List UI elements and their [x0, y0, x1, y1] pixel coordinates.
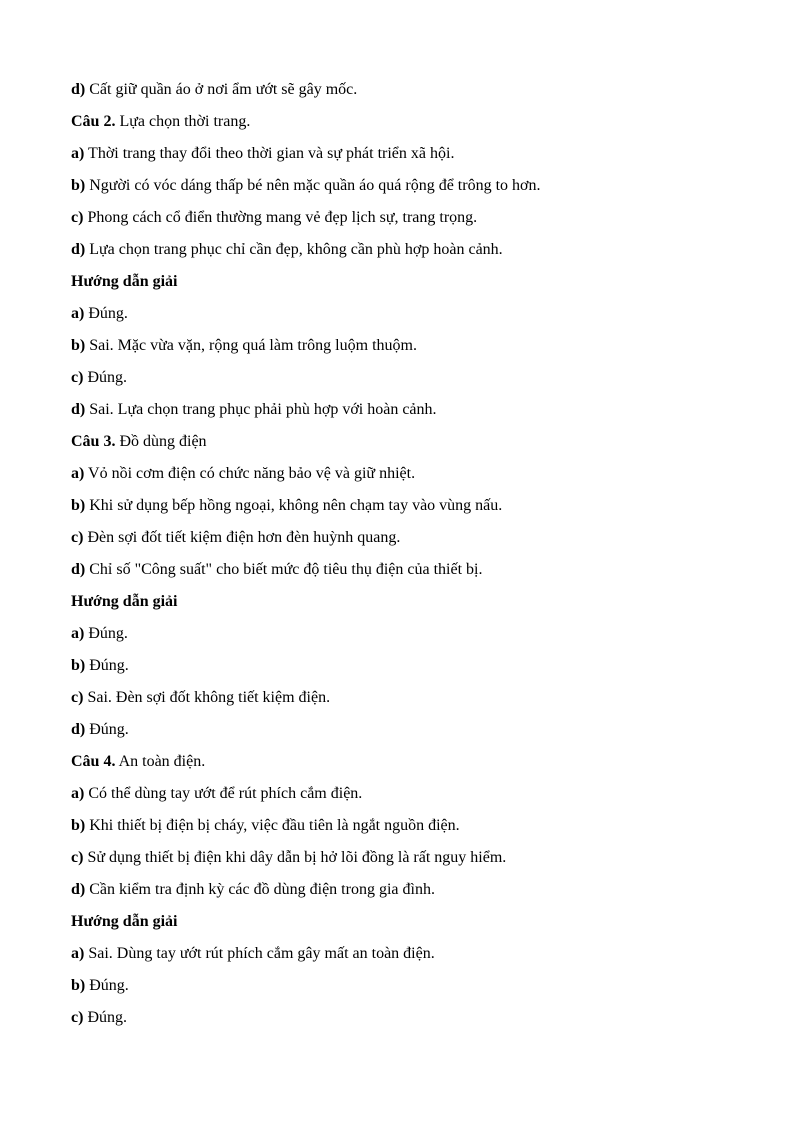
- answer-line: [71, 362, 722, 394]
- line-text: Đúng.: [85, 657, 129, 674]
- line-label: Hướng dẫn giải: [71, 593, 178, 610]
- answer-line: [71, 330, 722, 362]
- line-text: Đồ dùng điện: [115, 433, 207, 450]
- line-label: Câu 3.: [71, 433, 116, 450]
- line-text: Chỉ số "Công suất" cho biết mức độ tiêu thụ điện của thiết bị.: [85, 561, 483, 578]
- line-label: c): [71, 689, 84, 706]
- solution-heading: [71, 906, 722, 938]
- line-text: Đúng.: [85, 721, 129, 738]
- question-heading: [71, 426, 722, 458]
- line-label: b): [71, 337, 86, 354]
- line-label: b): [71, 177, 86, 194]
- statement-line: [71, 490, 722, 522]
- line-label: d): [71, 401, 86, 418]
- line-label: d): [71, 881, 86, 898]
- line-label: a): [71, 625, 85, 642]
- solution-heading: [71, 266, 722, 298]
- line-label: b): [71, 497, 86, 514]
- line-text: Vỏ nồi cơm điện có chức năng bảo vệ và giữ nhiệt.: [84, 465, 416, 482]
- line-text: Sử dụng thiết bị điện khi dây dẫn bị hở lõi đồng là rất nguy hiểm.: [83, 849, 507, 866]
- line-label: d): [71, 241, 86, 258]
- line-text: Đèn sợi đốt tiết kiệm điện hơn đèn huỳnh quang.: [83, 529, 401, 546]
- line-label: a): [71, 145, 85, 162]
- line-label: b): [71, 657, 86, 674]
- answer-line: [71, 1002, 722, 1034]
- statement-line: [71, 554, 722, 586]
- answer-line: [71, 938, 722, 970]
- line-text: Sai. Đèn sợi đốt không tiết kiệm điện.: [83, 689, 331, 706]
- statement-line: [71, 170, 722, 202]
- document-content: [71, 74, 722, 1034]
- line-text: Lựa chọn thời trang.: [115, 113, 251, 130]
- statement-line: [71, 138, 722, 170]
- line-label: Hướng dẫn giải: [71, 273, 178, 290]
- line-text: Sai. Dùng tay ướt rút phích cắm gây mất an toàn điện.: [84, 945, 435, 962]
- line-text: Có thể dùng tay ướt để rút phích cắm điện.: [84, 785, 363, 802]
- question-heading: [71, 746, 722, 778]
- line-label: a): [71, 785, 85, 802]
- line-label: a): [71, 305, 85, 322]
- solution-heading: [71, 586, 722, 618]
- line-label: c): [71, 1009, 84, 1026]
- line-label: b): [71, 817, 86, 834]
- answer-line: [71, 650, 722, 682]
- line-text: Cất giữ quần áo ở nơi ẩm ướt sẽ gây mốc.: [85, 81, 358, 98]
- question-heading: [71, 106, 722, 138]
- line-label: c): [71, 209, 84, 226]
- line-label: d): [71, 721, 86, 738]
- line-text: Đúng.: [83, 1009, 127, 1026]
- line-label: c): [71, 369, 84, 386]
- line-label: c): [71, 529, 84, 546]
- answer-line: [71, 970, 722, 1002]
- answer-line: [71, 714, 722, 746]
- answer-line: [71, 394, 722, 426]
- statement-line: [71, 810, 722, 842]
- line-text: Lựa chọn trang phục chỉ cần đẹp, không cần phù hợp hoàn cảnh.: [85, 241, 503, 258]
- statement-line: [71, 842, 722, 874]
- line-label: a): [71, 945, 85, 962]
- line-label: c): [71, 849, 84, 866]
- answer-line: [71, 682, 722, 714]
- line-text: Đúng.: [84, 625, 128, 642]
- statement-line: [71, 74, 722, 106]
- line-label: b): [71, 977, 86, 994]
- line-text: Đúng.: [84, 305, 128, 322]
- line-label: Câu 2.: [71, 113, 116, 130]
- statement-line: [71, 874, 722, 906]
- statement-line: [71, 234, 722, 266]
- answer-line: [71, 298, 722, 330]
- line-label: d): [71, 81, 86, 98]
- line-label: a): [71, 465, 85, 482]
- statement-line: [71, 778, 722, 810]
- line-label: Hướng dẫn giải: [71, 913, 178, 930]
- line-label: Câu 4.: [71, 753, 116, 770]
- line-text: Đúng.: [85, 977, 129, 994]
- statement-line: [71, 458, 722, 490]
- line-text: Sai. Lựa chọn trang phục phải phù hợp với hoàn cảnh.: [85, 401, 437, 418]
- line-text: An toàn điện.: [115, 753, 206, 770]
- line-text: Khi sử dụng bếp hồng ngoại, không nên chạm tay vào vùng nấu.: [85, 497, 503, 514]
- line-text: Người có vóc dáng thấp bé nên mặc quần áo quá rộng để trông to hơn.: [85, 177, 541, 194]
- line-label: d): [71, 561, 86, 578]
- answer-line: [71, 618, 722, 650]
- statement-line: [71, 202, 722, 234]
- line-text: Đúng.: [83, 369, 127, 386]
- statement-line: [71, 522, 722, 554]
- line-text: Cần kiểm tra định kỳ các đồ dùng điện trong gia đình.: [85, 881, 435, 898]
- line-text: Sai. Mặc vừa vặn, rộng quá làm trông luộm thuộm.: [85, 337, 417, 354]
- line-text: Thời trang thay đổi theo thời gian và sự phát triển xã hội.: [84, 145, 455, 162]
- line-text: Phong cách cổ điển thường mang vẻ đẹp lịch sự, trang trọng.: [83, 209, 478, 226]
- line-text: Khi thiết bị điện bị cháy, việc đầu tiên là ngắt nguồn điện.: [85, 817, 460, 834]
